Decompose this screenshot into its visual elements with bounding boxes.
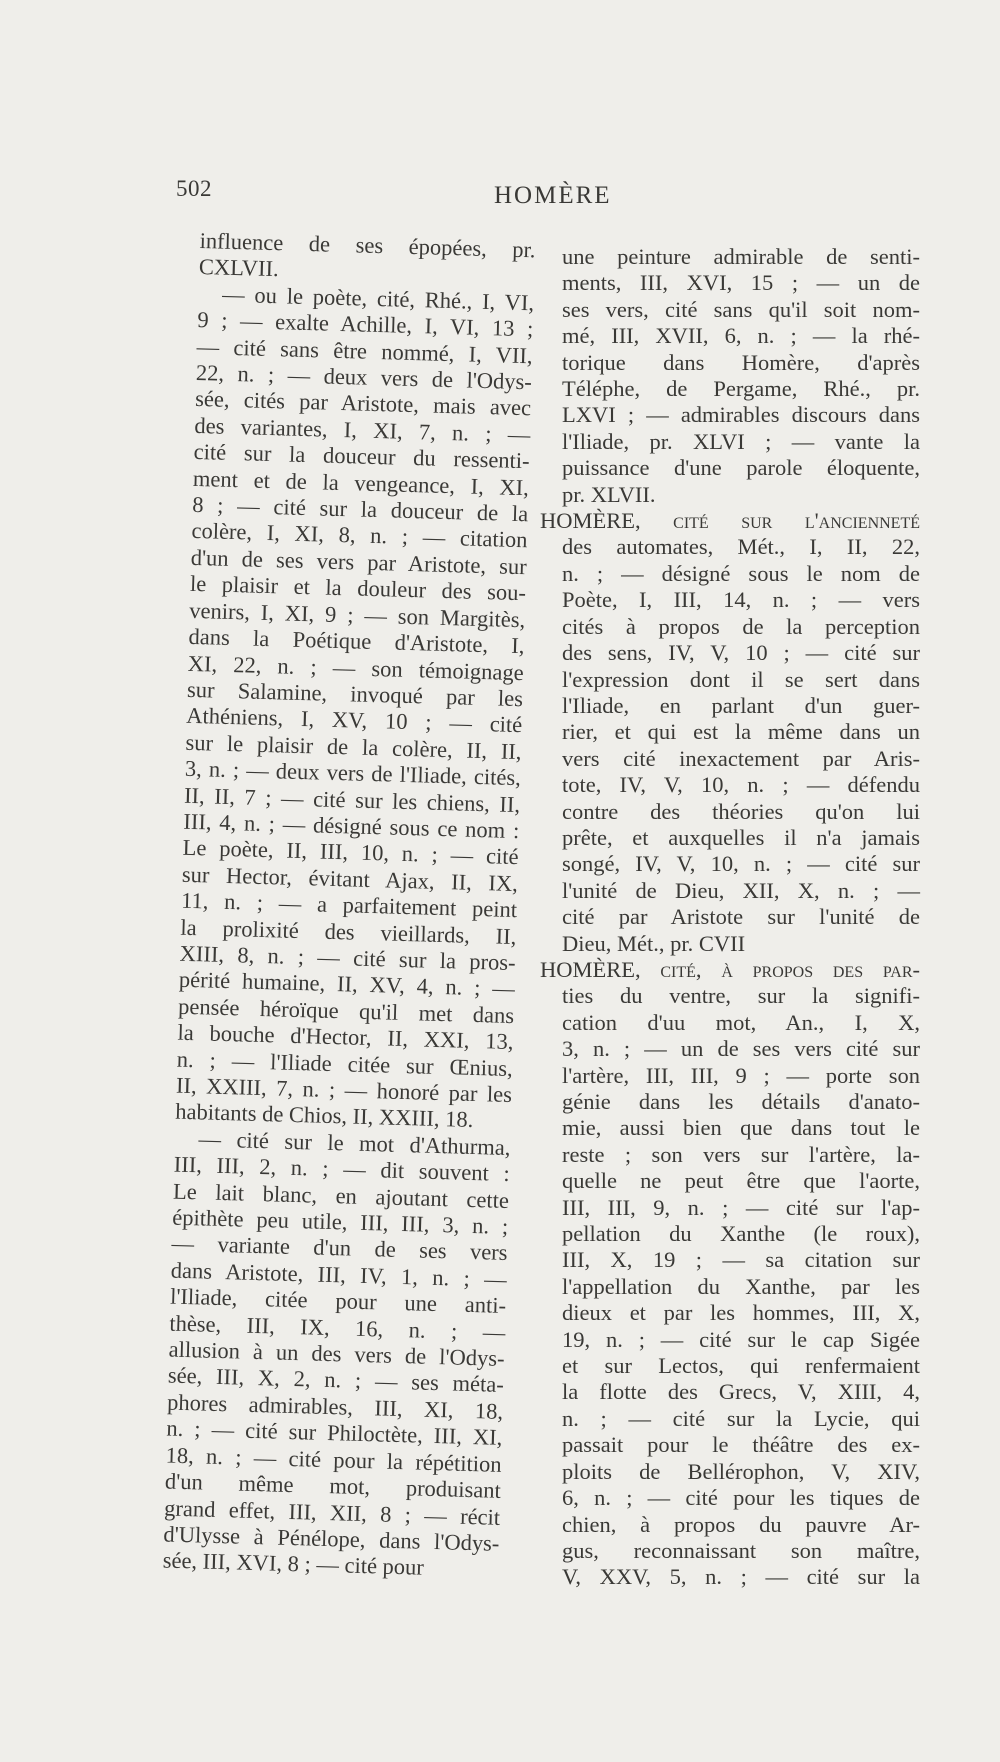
text-line: quelle ne peut être que l'aorte, [562,1168,920,1194]
text-line: — cité sur le mot d'Athurma, [198,1126,511,1160]
text-line: dans la Poétique d'Aristote, I, [188,623,525,659]
text-line: Le poète, II, III, 10, n. ; — cité [182,835,519,870]
text-line: dieux et par les hommes, III, X, [562,1300,920,1326]
text-line: Poète, I, III, 14, n. ; — vers [562,587,920,613]
text-line: 9 ; — exalte Achille, I, VI, 13 ; [197,307,534,342]
text-line: n. ; — cité sur la Lycie, qui [562,1405,920,1431]
text-line: d'un même mot, produisant [164,1468,502,1503]
text-line: II, II, 7 ; — cité sur les chiens, II, [183,782,521,817]
text-line: songé, IV, V, 10, n. ; — cité sur [562,851,920,877]
text-line: sur Hector, évitant Ajax, II, IX, [181,861,519,896]
text-line: n. ; — désigné sous le nom de [562,560,920,586]
text-line: épithète peu utile, III, III, 3, n. ; [172,1204,509,1240]
text-line: pr. XLVII. [562,481,656,507]
text-line: n. ; — cité sur Philoctète, III, XI, [166,1415,503,1451]
text-line: l'artère, III, III, 9 ; — porte son [562,1062,920,1088]
text-line: thèse, III, IX, 16, n. ; — [169,1310,506,1345]
text-line: passait pour le théâtre des ex- [562,1432,920,1458]
text-line: pellation du Xanthe (le roux), [562,1221,920,1247]
text-line: Athéniens, I, XV, 10 ; — cité [186,703,523,738]
text-line: puissance d'une parole éloquente, [562,455,920,481]
text-line: cité sur la douceur du ressenti- [193,439,530,474]
text-line: Dieu, Mét., pr. CVII [562,930,746,956]
text-line: — cité sans être nommé, I, VII, [196,333,533,368]
text-line: sur Salamine, invoqué par les [186,676,524,712]
text-line: génie dans les détails d'anato- [562,1089,920,1114]
text-line: Le lait blanc, en ajoutant cette [172,1178,510,1213]
text-line: XI, 22, n. ; — son témoignage [187,650,525,685]
text-line: phores admirables, III, XI, 18, [166,1389,504,1424]
text-line: la bouche d'Hector, II, XXI, 13, [177,1019,514,1055]
text-line: V, XXV, 5, n. ; — cité sur la [562,1564,920,1590]
text-line: vers cité inexactement par Aris- [562,745,920,771]
text-line: mie, aussi bien que dans tout le [562,1115,920,1141]
text-line: une peinture admirable de senti- [562,244,920,269]
text-line: des automates, Mét., I, II, 22, [562,534,920,560]
text-line: sée, III, XVI, 8 ; — cité pour [162,1547,425,1581]
text-line: sée, III, X, 2, n. ; — ses méta- [167,1363,505,1398]
text-line: 11, n. ; — a parfaitement peint [180,887,518,923]
text-line: l'Iliade, en parlant d'un guer- [562,692,920,718]
text-line: gus, reconnaissant son maître, [562,1537,920,1563]
text-line: la prolixité des vieillards, II, [180,914,517,949]
text-line: l'unité de Dieu, XII, X, n. ; — [562,877,920,903]
text-line: sée, cités par Aristote, mais avec [194,386,532,421]
text-line: rier, et qui est la même dans un [562,719,920,745]
page-number: 502 [176,176,212,201]
text-line: ties du ventre, sur la signifi- [562,983,920,1009]
text-line: 22, n. ; — deux vers de l'Odys- [195,359,533,395]
text-line: la flotte des Grecs, V, XIII, 4, [562,1379,920,1405]
text-line: tote, IV, V, 10, n. ; — défendu [562,772,920,798]
text-line: des sens, IV, V, 10 ; — cité sur [562,640,920,666]
text-line: cités à propos de la perception [562,613,920,639]
text-line: des variantes, I, XI, 7, n. ; — [194,412,531,448]
text-line: n. ; — l'Iliade citée sur Œnius, [176,1046,514,1081]
text-line: 6, n. ; — cité pour les tiques de [562,1485,920,1511]
text-line: 18, n. ; — cité pour la répétition [165,1442,502,1477]
text-line: périté humaine, II, XV, 4, n. ; — [178,967,516,1002]
text-line: XIII, 8, n. ; — cité sur la pros- [179,940,516,976]
text-line: II, XXIII, 7, n. ; — honoré par les [175,1072,513,1108]
text-line: III, 4, n. ; — désigné sous ce nom : [183,808,520,844]
text-line: mé, III, XVII, 6, n. ; — la rhé- [562,323,920,349]
text-line: 3, n. ; — deux vers de l'Iliade, cités, [184,755,522,791]
text-line: l'expression dont il se sert dans [562,666,920,692]
text-line: 8 ; — cité sur la douceur de la [191,491,529,527]
text-line: torique dans Homère, d'après [562,349,920,375]
text-line: sur le plaisir de la colère, II, II, [185,729,522,764]
text-line: influence de ses épopées, pr. [199,228,536,263]
text-line: III, III, 9, n. ; — cité sur l'ap- [562,1194,920,1220]
text-line: — variante d'un de ses vers [171,1231,508,1266]
text-line: pensée héroïque qu'il met dans [177,993,515,1028]
text-line: contre des théories qu'on lui [562,798,920,824]
text-line: le plaisir et la douleur des sou- [189,571,527,606]
text-line: colère, I, XI, 8, n. ; — citation [191,518,528,553]
text-line: ment et de la vengeance, I, XI, [192,465,530,500]
text-line: venirs, I, XI, 9 ; — son Margitès, [188,597,526,632]
text-line: allusion à un des vers de l'Odys- [168,1336,505,1372]
text-line: III, III, 2, n. ; — dit souvent : [173,1151,511,1187]
left-column [162,228,535,1584]
text-line: d'un de ses vers par Aristote, sur [190,544,528,580]
text-line: l'appellation du Xanthe, par les [562,1273,920,1299]
right-column [540,244,920,1591]
text-line: 19, n. ; — cité sur le cap Sigée [562,1326,920,1352]
text-line: prête, et auxquelles il n'a jamais [562,824,920,850]
text-line: HOMÈRE, cité, à propos des par- [540,956,920,982]
text-line: l'Iliade, pr. XLVI ; — vante la [562,428,920,454]
text-line: Téléphe, de Pergame, Rhé., pr. [562,376,920,402]
text-line: habitants de Chios, II, XXIII, 18. [174,1099,474,1133]
text-line: III, X, 19 ; — sa citation sur [562,1247,920,1273]
text-line: 3, n. ; — un de ses vers cité sur [562,1036,920,1062]
text-line: HOMÈRE, cité sur l'ancienneté [540,508,920,534]
text-line: ments, III, XVI, 15 ; — un de [562,270,920,296]
text-line: cité par Aristote sur l'unité de [562,904,920,930]
text-line: CXLVII. [198,254,280,282]
text-line: et sur Lectos, qui renfermaient [562,1353,920,1379]
text-line: cation d'uu mot, An., I, X, [562,1009,920,1035]
text-line: ses vers, cité sans qu'il soit nom- [562,296,920,322]
text-line: dans Aristote, III, IV, 1, n. ; — [170,1257,508,1292]
running-head: HOMÈRE [494,182,612,209]
text-line: — ou le poète, cité, Rhé., I, VI, [221,281,535,316]
text-line: ploits de Bellérophon, V, XIV, [562,1458,920,1484]
text-line: reste ; son vers sur l'artère, la- [562,1141,920,1167]
text-line: d'Ulysse à Pénélope, dans l'Odys- [163,1521,500,1556]
text-line: grand effet, III, XII, 8 ; — récit [163,1495,501,1530]
text-line: LXVI ; — admirables discours dans [562,402,920,428]
text-line: l'Iliade, citée pour une anti- [169,1283,507,1319]
text-line: chien, à propos du pauvre Ar- [562,1511,920,1537]
